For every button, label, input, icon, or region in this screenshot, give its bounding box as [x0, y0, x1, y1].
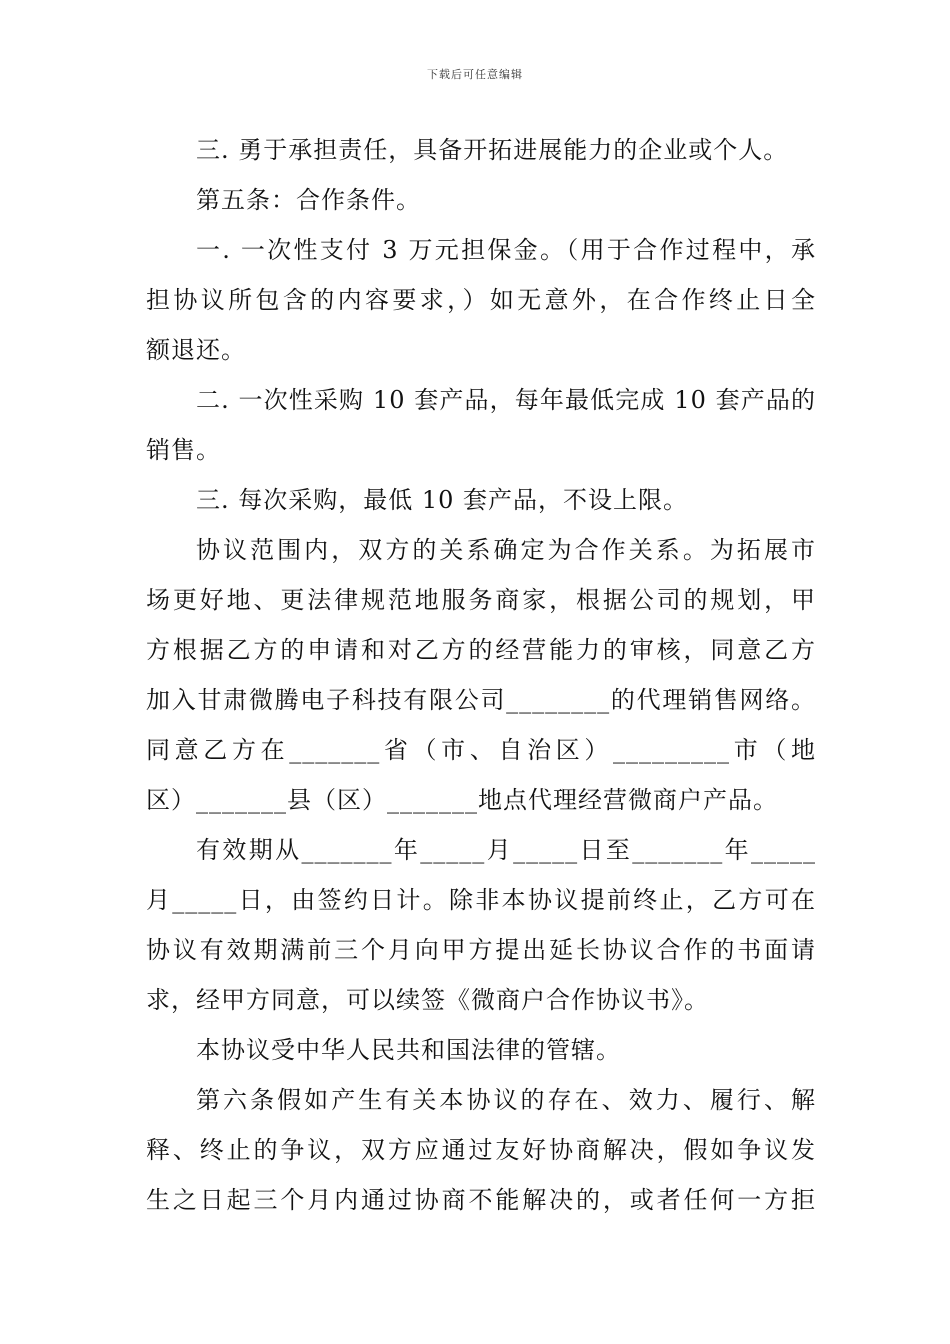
article-six-line-2: 释、终止的争议，双方应通过友好协商解决，假如争议发 — [146, 1136, 816, 1164]
condition-two-line-2: 销售。 — [146, 436, 221, 464]
scope-line-6: 区）_______县（区）_______地点代理经营微商户产品。 — [146, 786, 778, 814]
condition-one-line-2: 担协议所包含的内容要求，）如无意外，在合作终止日全 — [146, 286, 816, 314]
article-five-heading: 第五条：合作条件。 — [196, 186, 421, 214]
validity-line-3: 协议有效期满前三个月向甲方提出延长协议合作的书面请 — [146, 936, 816, 964]
scope-line-5: 同意乙方在_______省（市、自治区）_________市（地 — [146, 736, 816, 764]
condition-two-line-1: 二. 一次性采购 10 套产品，每年最低完成 10 套产品的 — [196, 386, 816, 414]
header-note: 下载后可任意编辑 — [427, 68, 523, 81]
governing-law: 本协议受中华人民共和国法律的管辖。 — [196, 1036, 621, 1064]
validity-line-1: 有效期从_______年_____月_____日至_______年_____ — [196, 836, 816, 864]
scope-line-3: 方根据乙方的申请和对乙方的经营能力的审核，同意乙方 — [146, 636, 816, 664]
clause-three-responsibility: 三. 勇于承担责任，具备开拓进展能力的企业或个人。 — [196, 136, 789, 164]
condition-one-line-1: 一. 一次性支付 3 万元担保金。（用于合作过程中，承 — [196, 236, 816, 264]
condition-three: 三. 每次采购，最低 10 套产品，不设上限。 — [196, 486, 689, 514]
condition-one-line-3: 额退还。 — [146, 336, 246, 364]
article-six-line-1: 第六条假如产生有关本协议的存在、效力、履行、解 — [196, 1086, 816, 1114]
scope-line-1: 协议范围内，双方的关系确定为合作关系。为拓展市 — [196, 536, 816, 564]
scope-line-4: 加入甘肃微腾电子科技有限公司________的代理销售网络。 — [146, 686, 816, 714]
article-six-line-3: 生之日起三个月内通过协商不能解决的，或者任何一方拒 — [146, 1186, 816, 1214]
validity-line-4: 求，经甲方同意，可以续签《微商户合作协议书》。 — [146, 986, 709, 1014]
validity-line-2: 月_____日，由签约日计。除非本协议提前终止，乙方可在 — [146, 886, 816, 914]
scope-line-2: 场更好地、更法律规范地服务商家，根据公司的规划，甲 — [146, 586, 816, 614]
